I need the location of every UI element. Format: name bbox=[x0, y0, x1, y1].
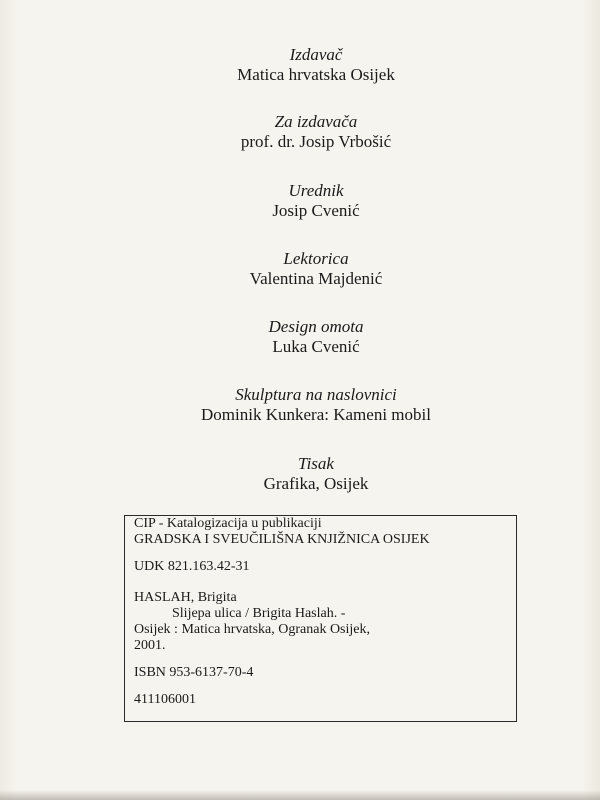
credit-printing bbox=[0, 454, 600, 493]
credit-name: Valentina Majdenić bbox=[249, 269, 383, 288]
cip-library: GRADSKA I SVEUČILIŠNA KNJIŽNICA OSIJEK bbox=[134, 532, 430, 547]
credit-cover-design bbox=[0, 317, 600, 356]
credit-publisher bbox=[0, 45, 600, 84]
credit-name: Dominik Kunkera: Kameni mobil bbox=[201, 405, 431, 424]
credit-role: Skulptura na naslovnici bbox=[235, 385, 397, 404]
credit-role: Za izdavača bbox=[274, 112, 358, 131]
cip-publisher: Osijek : Matica hrvatska, Ogranak Osijek, bbox=[134, 622, 370, 637]
credit-proofreader bbox=[0, 249, 600, 288]
cip-heading: CIP - Katalogizacija u publikaciji bbox=[134, 516, 322, 531]
cip-record-box bbox=[124, 515, 517, 722]
credit-editor bbox=[0, 181, 600, 220]
credit-role: Lektorica bbox=[283, 249, 349, 268]
cip-title: Slijepa ulica / Brigita Haslah. - bbox=[172, 606, 346, 621]
credit-role: Tisak bbox=[298, 454, 334, 473]
cip-author: HASLAH, Brigita bbox=[134, 590, 237, 605]
cip-isbn: ISBN 953-6137-70-4 bbox=[134, 665, 254, 680]
credit-name: Matica hrvatska Osijek bbox=[237, 65, 395, 84]
credit-role: Izdavač bbox=[289, 45, 343, 64]
credit-role: Urednik bbox=[288, 181, 344, 200]
credit-name: Luka Cvenić bbox=[272, 337, 360, 356]
credit-name: prof. dr. Josip Vrbošić bbox=[240, 132, 392, 151]
credit-role: Design omota bbox=[268, 317, 364, 336]
cip-udk: UDK 821.163.42-31 bbox=[134, 559, 250, 574]
cip-year: 2001. bbox=[134, 638, 166, 653]
credit-name: Josip Cvenić bbox=[272, 201, 360, 220]
page-bottom-shadow bbox=[0, 790, 600, 800]
credit-cover-sculpture bbox=[0, 385, 600, 424]
credit-for-publisher bbox=[0, 112, 600, 151]
credit-name: Grafika, Osijek bbox=[263, 474, 369, 493]
cip-record-id: 411106001 bbox=[134, 692, 196, 707]
